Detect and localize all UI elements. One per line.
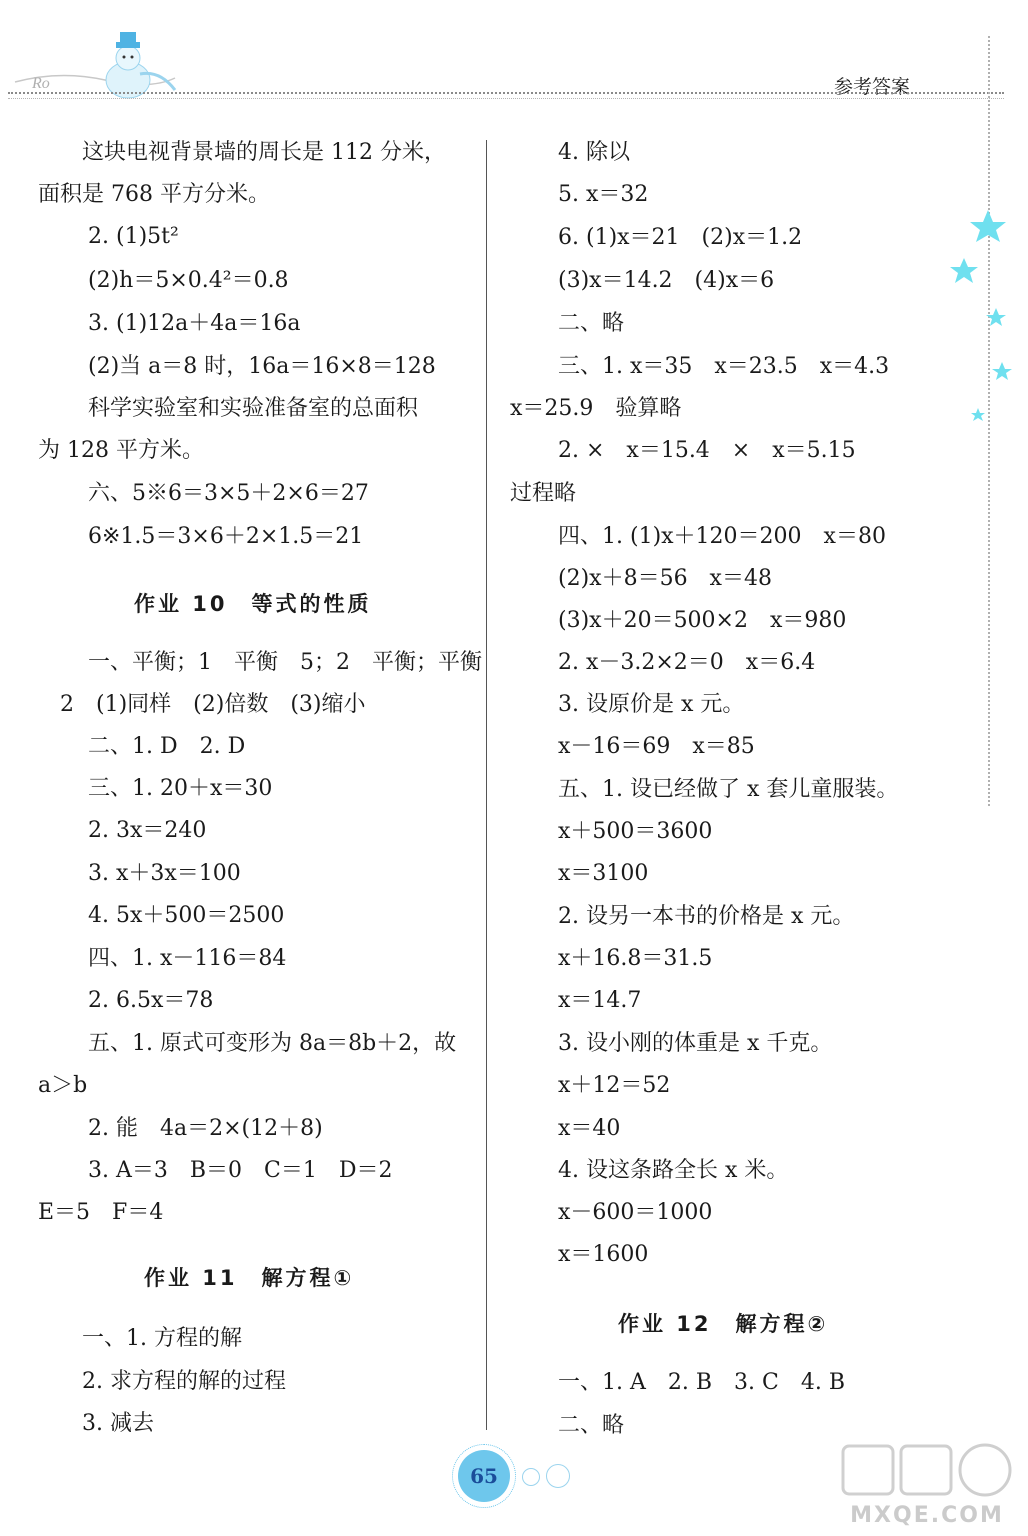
svg-text:Ro: Ro (32, 75, 50, 92)
text-line: 四、1. x－116＝84 (88, 946, 287, 971)
text-line: 为 128 平方米。 (38, 438, 204, 463)
svg-text:MXQE.COM: MXQE.COM (850, 1503, 1004, 1528)
section-title: 作业 10 等式的性质 (134, 592, 372, 616)
text-line: 3. 设原价是 x 元。 (558, 692, 745, 717)
text-line: 2. x－3.2×2＝0 x＝6.4 (558, 650, 816, 675)
text-line: 一、1. 方程的解 (82, 1326, 242, 1351)
text-line: 一、1. A 2. B 3. C 4. B (558, 1370, 845, 1395)
text-line: 3. x＋3x＝100 (88, 861, 241, 886)
text-line: 6※1.5＝3×6＋2×1.5＝21 (88, 524, 364, 549)
text-line: x＋12＝52 (558, 1073, 671, 1098)
text-line: x＝14.7 (558, 988, 642, 1013)
text-line: 二、略 (558, 311, 625, 336)
text-line: 2. (1)5t² (88, 224, 179, 249)
text-line: 五、1. 设已经做了 x 套儿童服装。 (558, 777, 899, 802)
text-line: 3. 减去 (82, 1411, 154, 1436)
text-line: 6. (1)x＝21 (2)x＝1.2 (558, 225, 803, 250)
text-line: (2)x＋8＝56 x＝48 (558, 566, 772, 591)
text-line: 面积是 768 平方分米。 (38, 182, 270, 207)
text-line: 2. 6.5x＝78 (88, 988, 214, 1013)
text-line: E＝5 F＝4 (38, 1200, 164, 1225)
header-divider (8, 92, 1004, 94)
header-divider-secondary (8, 98, 1004, 99)
text-line: 一、平衡；1 平衡 5；2 平衡；平衡 (88, 650, 482, 675)
text-line: 4. 设这条路全长 x 米。 (558, 1158, 789, 1183)
text-line: (2)当 a＝8 时，16a＝16×8＝128 (88, 354, 436, 379)
text-line: 科学实验室和实验准备室的总面积 (88, 396, 419, 421)
text-line: 二、略 (558, 1413, 625, 1438)
text-line: (3)x＝14.2 (4)x＝6 (558, 268, 775, 293)
text-line: x＋500＝3600 (558, 819, 713, 844)
text-line: 这块电视背景墙的周长是 112 分米， (82, 140, 446, 165)
text-line: 2. 3x＝240 (88, 818, 207, 843)
bubble-icon (522, 1468, 540, 1486)
text-line: 3. (1)12a＋4a＝16a (88, 311, 301, 336)
star-decoration-icon (940, 200, 1020, 440)
column-divider (486, 140, 487, 1430)
bubble-icon (546, 1464, 570, 1488)
text-line: 2. × x＝15.4 × x＝5.15 (558, 438, 856, 463)
text-line: x＝1600 (558, 1242, 649, 1267)
text-line: 三、1. 20＋x＝30 (88, 776, 273, 801)
text-line: 二、1. D 2. D (88, 734, 246, 759)
text-line: x－16＝69 x＝85 (558, 734, 755, 759)
text-line: (2)h＝5×0.4²＝0.8 (88, 268, 289, 293)
header-label: 参考答案 (833, 76, 910, 98)
section-title: 作业 12 解方程② (618, 1312, 829, 1336)
snowman-mascot-icon (10, 30, 180, 100)
text-line: 三、1. x＝35 x＝23.5 x＝4.3 (558, 354, 890, 379)
text-line: 过程略 (510, 481, 577, 506)
text-line: 2. 设另一本书的价格是 x 元。 (558, 904, 855, 929)
text-line: x＝40 (558, 1116, 621, 1141)
page-number: 65 (458, 1450, 510, 1502)
text-line: 3. A＝3 B＝0 C＝1 D＝2 (88, 1158, 393, 1183)
text-line: 四、1. (1)x＋120＝200 x＝80 (558, 524, 886, 549)
watermark-logo-icon (835, 1440, 1020, 1530)
text-line: 2. 求方程的解的过程 (82, 1369, 286, 1394)
section-title: 作业 11 解方程① (144, 1266, 355, 1290)
text-line: 4. 除以 (558, 140, 630, 165)
text-line: 4. 5x＋500＝2500 (88, 903, 285, 928)
text-line: 2. 能 4a＝2×(12＋8) (88, 1116, 323, 1141)
text-line: 六、5※6＝3×5＋2×6＝27 (88, 481, 369, 506)
text-line: x＝25.9 验算略 (510, 396, 682, 421)
text-line: 3. 设小刚的体重是 x 千克。 (558, 1031, 833, 1056)
text-line: 五、1. 原式可变形为 8a＝8b＋2，故 (88, 1031, 457, 1056)
text-line: (3)x＋20＝500×2 x＝980 (558, 608, 847, 633)
text-line: 5. x＝32 (558, 182, 649, 207)
text-line: a＞b (38, 1073, 88, 1098)
text-line: x＋16.8＝31.5 (558, 946, 713, 971)
text-line: x－600＝1000 (558, 1200, 713, 1225)
text-line: 2 (1)同样 (2)倍数 (3)缩小 (60, 692, 366, 717)
text-line: x＝3100 (558, 861, 649, 886)
